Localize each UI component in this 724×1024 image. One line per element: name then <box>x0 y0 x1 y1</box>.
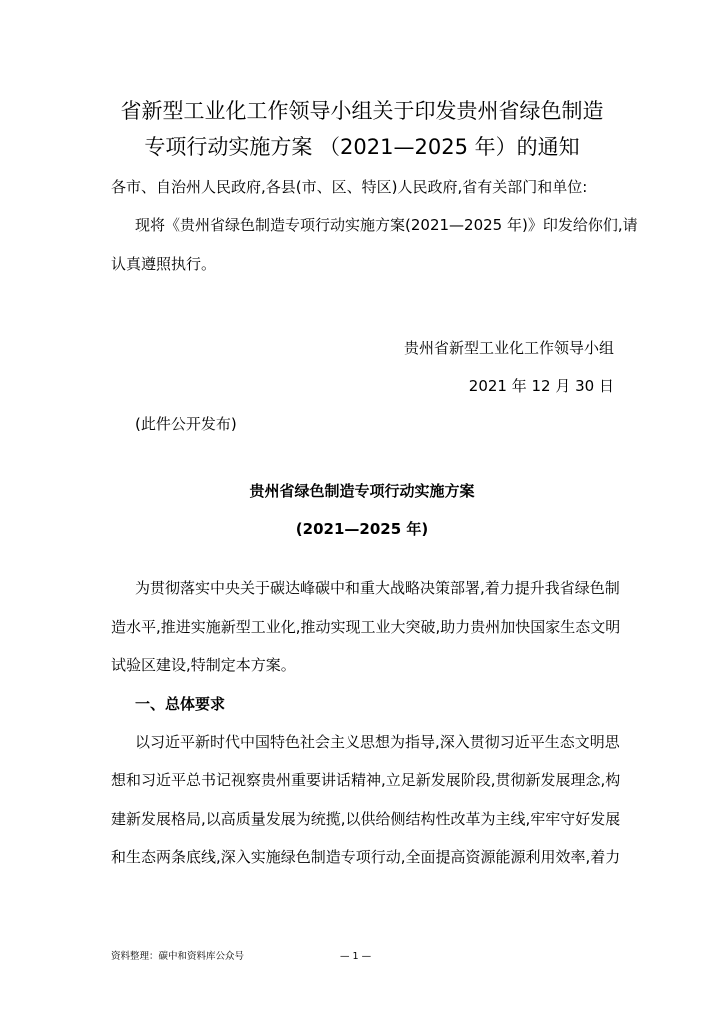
notice-body-line-1: 现将《贵州省绿色制造专项行动实施方案(2021—2025 年)》印发给你们,请 <box>135 216 638 234</box>
intro-line-3: 试验区建设,特制定本方案。 <box>111 656 296 674</box>
section-1-line-1: 以习近平新时代中国特色社会主义思想为指导,深入贯彻习近平生态文明思 <box>135 733 620 751</box>
section-1-line-4: 和生态两条底线,深入实施绿色制造专项行动,全面提高资源能源利用效率,着力 <box>111 848 621 866</box>
signature-date: 2021 年 12 月 30 日 <box>468 377 614 395</box>
plan-years: (2021—2025 年) <box>295 520 429 538</box>
intro-line-2: 造水平,推进实施新型工业化,推动实现工业大突破,助力贵州加快国家生态文明 <box>111 618 621 636</box>
section-1-line-3: 建新发展格局,以高质量发展为统揽,以供给侧结构性改革为主线,牢牢守好发展 <box>111 810 621 828</box>
disclosure-note: (此件公开发布) <box>135 415 237 433</box>
section-1-heading: 一、总体要求 <box>135 695 226 713</box>
footer-page-number: — 1 — <box>340 951 372 962</box>
plan-title: 贵州省绿色制造专项行动实施方案 <box>249 482 475 500</box>
recipients-line: 各市、自治州人民政府,各县(市、区、特区)人民政府,省有关部门和单位: <box>111 178 588 196</box>
intro-line-1: 为贯彻落实中央关于碳达峰碳中和重大战略决策部署,着力提升我省绿色制 <box>135 579 620 597</box>
signature-org: 贵州省新型工业化工作领导小组 <box>403 339 614 357</box>
footer-source: 资料整理：碳中和资料库公众号 <box>111 951 245 962</box>
section-1-line-2: 想和习近平总书记视察贵州重要讲话精神,立足新发展阶段,贯彻新发展理念,构 <box>111 771 621 789</box>
notice-title-line-1: 省新型工业化工作领导小组关于印发贵州省绿色制造 <box>120 99 604 123</box>
notice-body-line-2: 认真遵照执行。 <box>111 255 217 273</box>
notice-title-line-2: 专项行动实施方案 （2021—2025 年）的通知 <box>144 135 580 159</box>
